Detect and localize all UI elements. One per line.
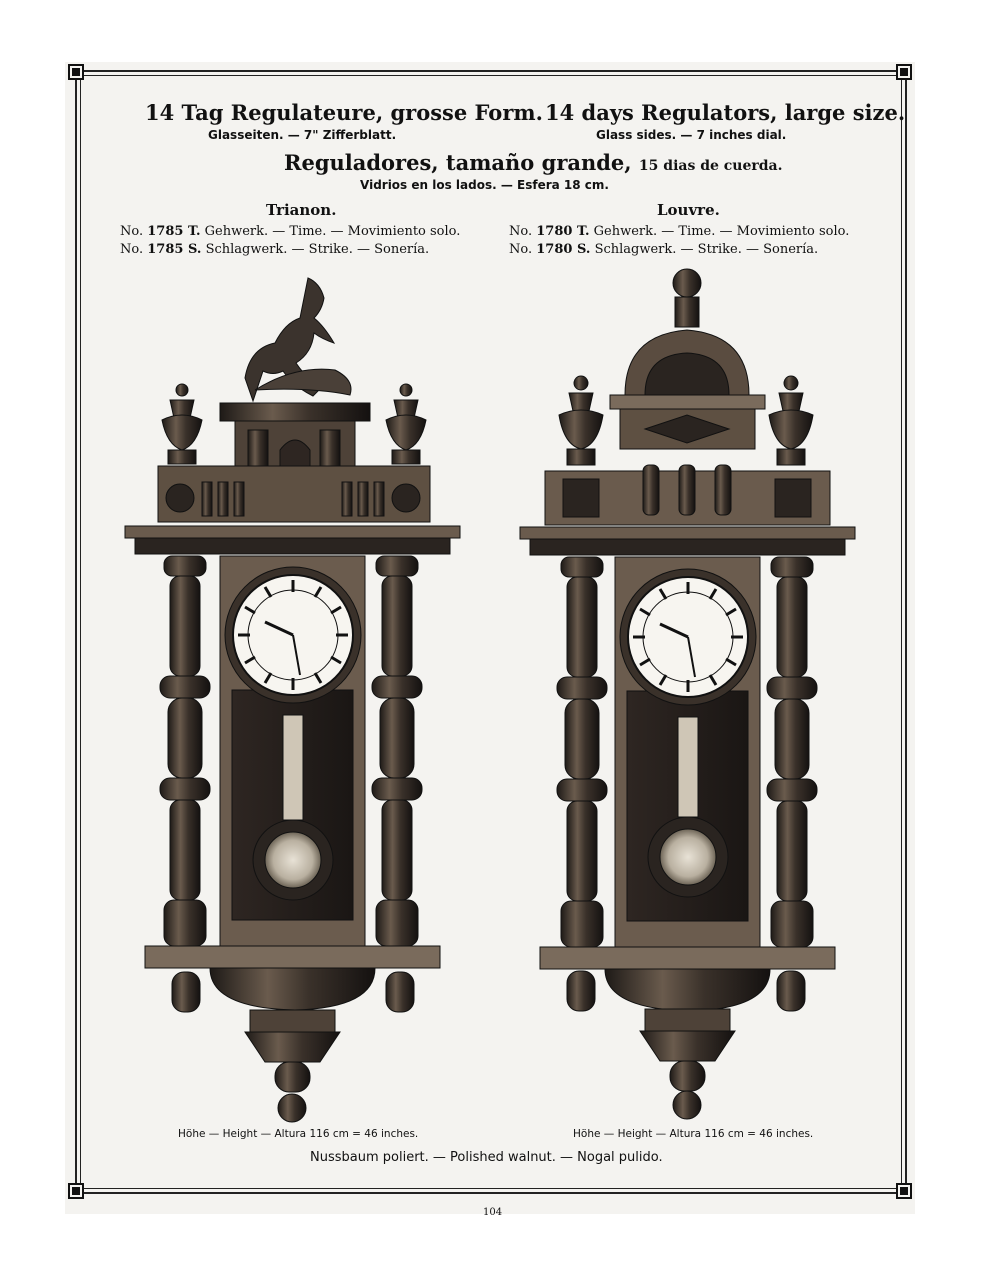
corner-ornament <box>68 64 84 80</box>
model-row <box>120 242 429 257</box>
row-description: Schlagwerk. — Strike. — Sonería. <box>594 242 819 257</box>
subtitle-spanish: Vidrios en los lados. — Esfera 18 cm. <box>360 178 609 192</box>
louvre-clock-illustration <box>515 265 860 1125</box>
row-no-label: No. <box>120 242 144 257</box>
title-spanish <box>284 150 783 175</box>
row-number: 1785 T. <box>147 224 201 239</box>
model-name-trianon: Trianon. <box>266 201 337 219</box>
row-no-label: No. <box>509 242 533 257</box>
title-german: 14 Tag Regulateure, grosse Form. <box>145 100 543 125</box>
model-row <box>120 224 460 239</box>
row-number: 1780 S. <box>536 242 591 257</box>
subtitle-english: Glass sides. — 7 inches dial. <box>596 128 787 142</box>
finish-note: Nussbaum poliert. — Polished walnut. — Nogal pulido. <box>310 1150 663 1165</box>
model-row <box>509 224 849 239</box>
corner-ornament <box>896 64 912 80</box>
row-description: Schlagwerk. — Strike. — Sonería. <box>205 242 430 257</box>
subtitle-german: Glasseiten. — 7" Zifferblatt. <box>208 128 397 142</box>
model-name-louvre: Louvre. <box>657 201 720 219</box>
corner-ornament <box>68 1183 84 1199</box>
title-english: 14 days Regulators, large size. <box>545 100 906 125</box>
trianon-clock-illustration <box>120 270 465 1130</box>
title-spanish-small: 15 dias de cuerda. <box>638 158 783 174</box>
row-number: 1780 T. <box>536 224 590 239</box>
dimensions-louvre: Höhe — Height — Altura 116 cm = 46 inches. <box>573 1128 814 1140</box>
dimensions-trianon: Höhe — Height — Altura 116 cm = 46 inches. <box>178 1128 419 1140</box>
title-spanish-main: Reguladores, tamaño grande, <box>284 150 632 175</box>
model-row <box>509 242 818 257</box>
corner-ornament <box>896 1183 912 1199</box>
row-number: 1785 S. <box>147 242 202 257</box>
page-number: 104 <box>483 1207 503 1218</box>
row-description: Gehwerk. — Time. — Movimiento solo. <box>593 224 850 239</box>
row-description: Gehwerk. — Time. — Movimiento solo. <box>204 224 461 239</box>
row-no-label: No. <box>120 224 144 239</box>
row-no-label: No. <box>509 224 533 239</box>
